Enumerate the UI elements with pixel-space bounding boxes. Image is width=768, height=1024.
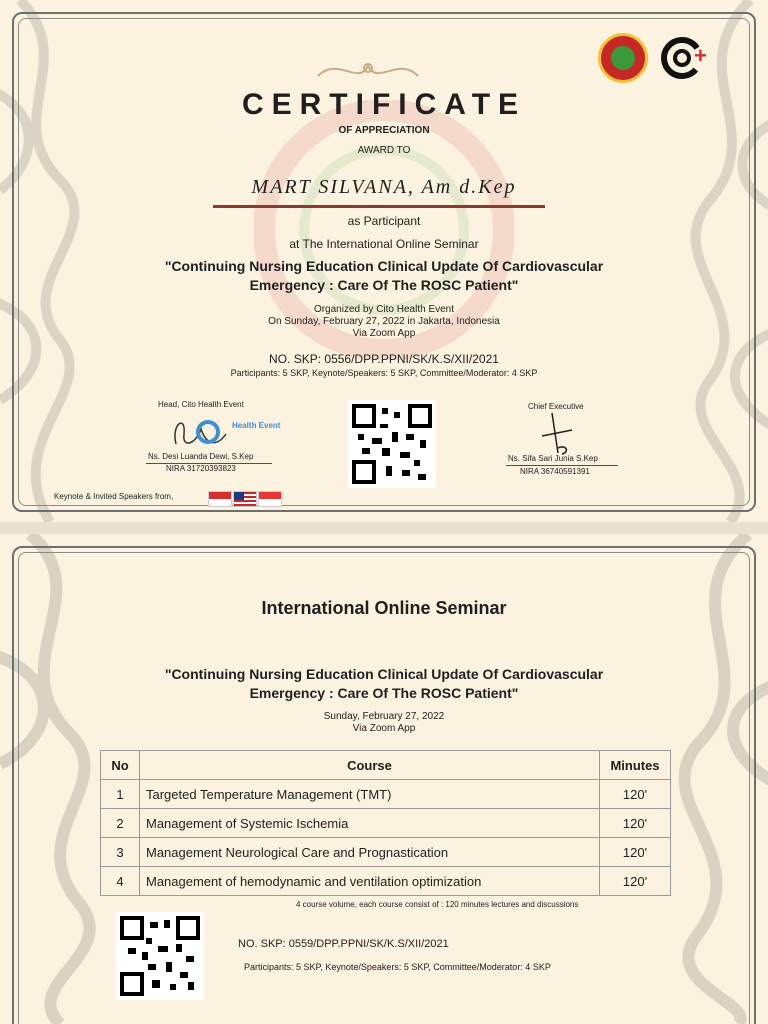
- speakers-from-label: Keynote & Invited Speakers from,: [54, 492, 174, 501]
- date-place: On Sunday, February 27, 2022 in Jakarta, Indonesia: [268, 316, 500, 327]
- right-signature: [532, 408, 592, 458]
- right-signer-name: Ns. Sifa Sari Junia S.Kep: [508, 454, 598, 463]
- skp-detail: Participants: 5 SKP, Keynote/Speakers: 5 SKP, Committee/Moderator: 4 SKP: [230, 368, 538, 378]
- organized-by: Organized by Cito Health Event: [313, 304, 455, 315]
- name-underline: [213, 205, 545, 208]
- page2-heading: International Online Seminar: [261, 598, 507, 618]
- verification-qr-code: [348, 400, 436, 488]
- left-signer-nira: NIRA 31720393823: [166, 464, 236, 473]
- seminar-title-line1: "Continuing Nursing Education Clinical Update Of Cardiovascular: [164, 258, 604, 274]
- recipient-name: MART SILVANA, Am d.Kep: [251, 176, 517, 198]
- table-row: [101, 838, 671, 867]
- indonesia-flag-icon: [208, 491, 232, 507]
- row-course: Management Neurological Care and Prognastication: [140, 838, 600, 867]
- row-minutes: 120': [600, 809, 671, 838]
- row-minutes: 120': [600, 867, 671, 896]
- singapore-flag-icon: [258, 491, 282, 507]
- health-event-logo-text: Health Event: [232, 421, 281, 430]
- cito-logo: [660, 35, 706, 81]
- row-no: 1: [101, 780, 140, 809]
- row-no: 4: [101, 867, 140, 896]
- course-schedule-page: [0, 534, 768, 1024]
- table-row: [101, 809, 671, 838]
- right-signer-rule: [506, 465, 618, 466]
- col-header-no: No: [101, 751, 140, 780]
- row-minutes: 120': [600, 780, 671, 809]
- page2-via: Via Zoom App: [352, 723, 416, 734]
- left-signature: [166, 414, 276, 454]
- skp-number: NO. SKP: 0556/DPP.PPNI/SK/K.S/XII/2021: [269, 352, 499, 366]
- table-row: [101, 780, 671, 809]
- left-signer-name: Ns. Desi Luanda Dewi, S.Kep: [148, 452, 254, 461]
- cito-plus-text: +: [694, 43, 707, 68]
- row-course: Management of hemodynamic and ventilation optimization: [140, 867, 600, 896]
- malaysia-flag-icon: [233, 491, 257, 507]
- page2-date: Sunday, February 27, 2022: [323, 711, 445, 722]
- table-header-row: [101, 751, 671, 780]
- row-course: Management of Systemic Ischemia: [140, 809, 600, 838]
- page2-skp-detail: Participants: 5 SKP, Keynote/Speakers: 5 SKP, Committee/Moderator: 4 SKP: [244, 962, 551, 972]
- certificate-subtitle: OF APPRECIATION: [338, 125, 430, 136]
- page2-seminar-title-line1: "Continuing Nursing Education Clinical Update Of Cardiovascular: [164, 666, 604, 682]
- page2-seminar-title-line2: Emergency : Care Of The ROSC Patient": [249, 685, 519, 701]
- row-no: 3: [101, 838, 140, 867]
- certificate-title: CERTIFICATE: [241, 88, 527, 121]
- page2-skp-number: NO. SKP: 0559/DPP.PPNI/SK/K.S/XII/2021: [238, 938, 449, 950]
- course-table: [100, 750, 671, 896]
- row-minutes: 120': [600, 838, 671, 867]
- award-to-label: AWARD TO: [357, 145, 411, 156]
- flourish-ornament: [308, 56, 428, 86]
- health-event-logo: [196, 420, 220, 444]
- via-zoom: Via Zoom App: [352, 328, 416, 339]
- role-text: as Participant: [347, 214, 421, 228]
- right-signer-position: Chief Executive: [528, 402, 584, 411]
- col-header-course: Course: [140, 751, 600, 780]
- event-intro: at The International Online Seminar: [289, 237, 479, 251]
- ppni-logo: [598, 33, 648, 83]
- col-header-minutes: Minutes: [600, 751, 671, 780]
- verification-qr-code-2: [116, 912, 204, 1000]
- course-volume-note: 4 course volume, each course consist of : 120 minutes lectures and discussions: [296, 900, 579, 909]
- seminar-title-line2: Emergency : Care Of The ROSC Patient": [249, 277, 519, 293]
- table-row: [101, 867, 671, 896]
- row-course: Targeted Temperature Management (TMT): [140, 780, 600, 809]
- left-signer-position: Head, Cito Health Event: [158, 400, 244, 409]
- right-signer-nira: NIRA 36740591391: [520, 467, 590, 476]
- row-no: 2: [101, 809, 140, 838]
